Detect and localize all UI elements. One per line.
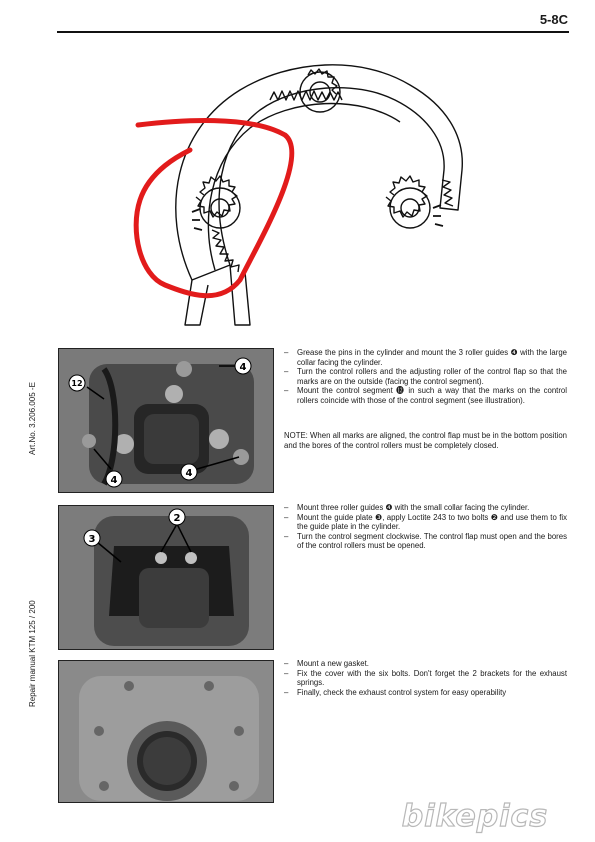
callout-4-top xyxy=(235,358,251,374)
note-text: NOTE: When all marks are aligned, the control flap must be in the bottom position and the bores of the control rollers must be completely closed. xyxy=(284,431,567,450)
svg-text:12: 12 xyxy=(71,379,83,388)
callout-2 xyxy=(169,509,185,525)
list-item: – Grease the pins in the cylinder and mount the 3 roller guides ❹ with the large collar facing the cylinder. xyxy=(284,348,567,367)
instructions-cover xyxy=(284,659,567,697)
svg-text:4: 4 xyxy=(239,362,247,373)
list-item: – Finally, check the exhaust control system for easy operability xyxy=(284,688,567,698)
instructions-roller-guides xyxy=(284,348,567,405)
svg-text:3: 3 xyxy=(88,534,96,545)
list-item: – Mount the guide plate ❸, apply Loctite 243 to two bolts ❷ and use them to fix the guide plate in the cylinder. xyxy=(284,513,567,532)
list-item: – Mount a new gasket. xyxy=(284,659,567,669)
photo-guide-plate xyxy=(58,505,274,650)
photo-exhaust-cover xyxy=(58,660,274,803)
article-number: Art.No. 3.206.005 -E xyxy=(28,382,37,455)
manual-title: Repair manual KTM 125 / 200 xyxy=(28,600,37,707)
svg-text:2: 2 xyxy=(173,513,181,524)
callout-4-bottom-right xyxy=(181,464,197,480)
control-segment-diagram xyxy=(120,40,490,335)
list-item: – Mount three roller guides ❹ with the small collar facing the cylinder. xyxy=(284,503,567,513)
bikepics-watermark xyxy=(378,800,573,834)
page-number: 5-8C xyxy=(539,12,568,27)
callout-3 xyxy=(84,530,100,546)
header-rule xyxy=(57,31,569,33)
svg-text:4: 4 xyxy=(110,475,118,486)
list-item: – Mount the control segment ⓬ in such a way that the marks on the control rollers coincide with those of the control segment (see illustration). xyxy=(284,386,567,405)
svg-text:4: 4 xyxy=(185,468,193,479)
red-highlight-circle xyxy=(136,121,292,296)
list-item: – Turn the control rollers and the adjusting roller of the control flap so that the marks are on the outside (facing the control segment). xyxy=(284,367,567,386)
callout-12 xyxy=(69,375,85,391)
svg-text:bikepics: bikepics xyxy=(401,800,549,834)
callout-4-bottom-left xyxy=(106,471,122,487)
photo-roller-guides xyxy=(58,348,274,493)
list-item: – Turn the control segment clockwise. The control flap must open and the bores of the control rollers must be opened. xyxy=(284,532,567,551)
list-item: – Fix the cover with the six bolts. Don't forget the 2 brackets for the exhaust springs. xyxy=(284,669,567,688)
instructions-guide-plate xyxy=(284,503,567,551)
